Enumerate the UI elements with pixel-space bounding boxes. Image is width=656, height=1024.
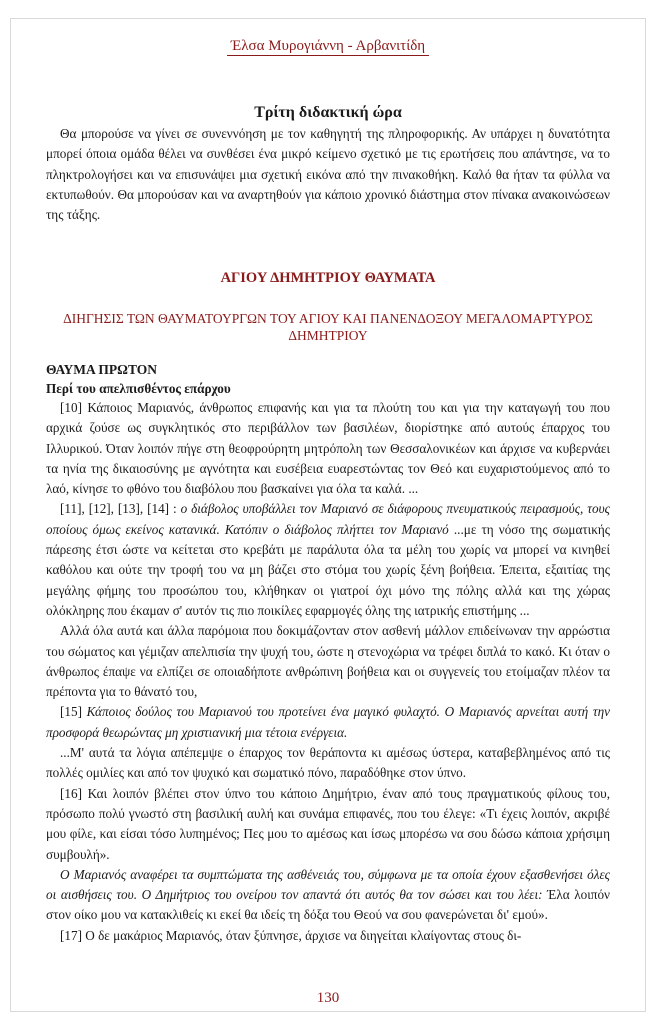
running-header xyxy=(46,38,610,55)
paragraph-16: [16] Και λοιπόν βλέπει στον ύπνο του κάποιο Δημήτριο, έναν από τους πραγματικούς φίλους του, πρόσωπο πολύ γνωστό στη βασιλική αυλή και συνάμα επιφανές, που του έλεγε: «Τι έχεις λοιπόν, ακριβέ μου φίλε, και είσαι τόσο λυπημένος; Πες μου το αμέσως και ίσως μπορέσω να σου δώσω κάποια χρήσιμη συμβουλή». xyxy=(46,785,610,862)
miracle-subtitle: Περί του απελπισθέντος επάρχου xyxy=(46,381,231,396)
section-body xyxy=(46,124,610,225)
paragraph-11-14 xyxy=(46,499,610,621)
section-paragraph: Θα μπορούσε να γίνει σε συνεννόηση με τον καθηγητή της πληροφορικής. Αν υπάρχει η δυνατότητα μπορεί όποια ομάδα θέλει να συνθέσει ένα μικρό κείμενο σχετικό με τις ερωτήσεις που απάντησε, να το πληκτρολογήσει και να επισυνάψει μια σχετική εικόνα από την πινακοθήκη. Καλό θα ήταν τα φύλλα να εκτυπωθούν. Θα μπορούσαν και να αναρτηθούν για κάποιο χρονικό διάστημα στον πίνακα ανακοινώσεων της τάξης. xyxy=(46,126,610,223)
paragraph-15 xyxy=(46,702,610,743)
author-name: Έλσα Μυρογιάννη - Αρβανιτίδη xyxy=(227,38,429,56)
paragraph-sleep: ...Μ' αυτά τα λόγια απέπεμψε ο έπαρχος τον θεράποντα κι αμέσως ύστερα, καταβεβλημένος από τις πολλές ομιλίες και από τον ψυχικό και σωματικό πόνο, παραδόθηκε στον ύπνο. xyxy=(46,745,610,781)
summary-11-14: ο διάβολος υποβάλλει τον Μαριανό σε διάφορους πνευματικούς πειρασμούς, τους οποίους όμως εκείνος κατανικά. Κατόπιν ο διάβολος πλήττει τον Μαριανό xyxy=(46,501,610,537)
paragraph-17: [17] Ο δε μακάριος Μαριανός, όταν ξύπνησε, άρχισε να διηγείται κλαίγοντας στους δι- xyxy=(60,927,522,943)
miracle-title: ΘΑΥΜΑ ΠΡΩΤΟΝ xyxy=(46,362,157,377)
summary-dream: Ο Μαριανός αναφέρει τα συμπτώματα της ασθένειάς του, σύμφωνα με τα οποία έχουν εξασθενήσει όλες οι αισθήσεις του. Ο Δημήτριος του ονείρου τον απαντά ότι αυτός θα τον σώσει και του λέει: xyxy=(46,866,610,903)
section-title: Τρίτη διδακτική ώρα xyxy=(254,104,402,121)
page-number: 130 xyxy=(316,990,340,1006)
paragraph-dream xyxy=(46,865,610,926)
ref-15: [15] xyxy=(60,704,87,720)
summary-15: Κάποιος δούλος του Μαριανού του προτείνει ένα μαγικό φυλαχτό. Ο Μαριανός αρνείται αυτή την προσφορά θεωρώντας μη χριστιανική μια τέτοια ενέργεια. xyxy=(46,704,610,740)
text-title: ΑΓΙΟΥ ΔΗΜΗΤΡΙΟΥ ΘΑΥΜΑΤΑ xyxy=(220,270,436,286)
paragraph-illness: Αλλά όλα αυτά και άλλα παρόμοια που δοκιμάζονταν στον ασθενή μάλλον επιδείνωναν την αρρώστια του σώματος και γέμιζαν απελπισία την ψυχή του, ώστε η στενοχώρια να τρέφει διπλά το κακό. Κι όταν ο άνθρωπος έπαψε να ελπίζει σε οποιαδήποτε ανθρώπινη βοήθεια και οι συγγενείς του ετοίμαζαν πλέον τα πρέποντα για το θάνατό του, xyxy=(46,623,610,700)
ref-11-14: [11], [12], [13], [14] : xyxy=(60,501,181,517)
miracle-text xyxy=(46,398,610,946)
quote-11-14: ...με τη νόσο της σωματικής πάρεσης έτσι ώστε να κείτεται στο κρεβάτι με παράλυτα όλα τα μέλη του χωρίς να μπορεί να κινηθεί καθόλου και ούτε την τροφή του να μη βάζει στο στόμα του χωρίς ξένη βοήθεια. Έπειτα, εξαιτίας της μεγάλης φήμης του προσώπου του, κλήθηκαν οι γιατροί όχι μόνο της πόλης αλλά και της χώρας ολόκληρης που έκαμαν σ' αυτόν τις πιο ποικίλες εφαρμογές όλης της ιατρικής επιστήμης ... xyxy=(46,521,610,618)
quote-dream: Έλα λοιπόν στον οίκο μου να κατακλιθείς κι εκεί θα ιδείς τη δόξα του Θεού να σου φανερώνεται δι' εμού». xyxy=(46,887,610,923)
text-subtitle: ΔΙΗΓΗΣΙΣ ΤΩΝ ΘΑΥΜΑΤΟΥΡΓΩΝ ΤΟΥ ΑΓΙΟΥ ΚΑΙ ΠΑΝΕΝΔΟΞΟΥ ΜΕΓΑΛΟΜΑΡΤΥΡΟΣ ΔΗΜΗΤΡΙΟΥ xyxy=(63,311,593,343)
paragraph-10: [10] Κάποιος Μαριανός, άνθρωπος επιφανής και για τα πλούτη του και για την καταγωγή του που αρχικά ζούσε ως συγκλητικός στο περιβάλλον των βασιλέων, διορίστηκε από αυτούς έπαρχος του Ιλλυρικού. Όταν λοιπόν πήγε στη θεοφρούρητη μητρόπολη των Θεσσαλονικέων και άρχισε να κυβερνάει τα ηνία της δικαιοσύνης με αγνότητα και ευσέβεια ευαρεστώντας τον Θεό και ευχαριστούμενος από το λαό, κίνησε το φθόνο του διαβόλου που βασκαίνει για όλα τα καλά. ... xyxy=(46,400,610,497)
